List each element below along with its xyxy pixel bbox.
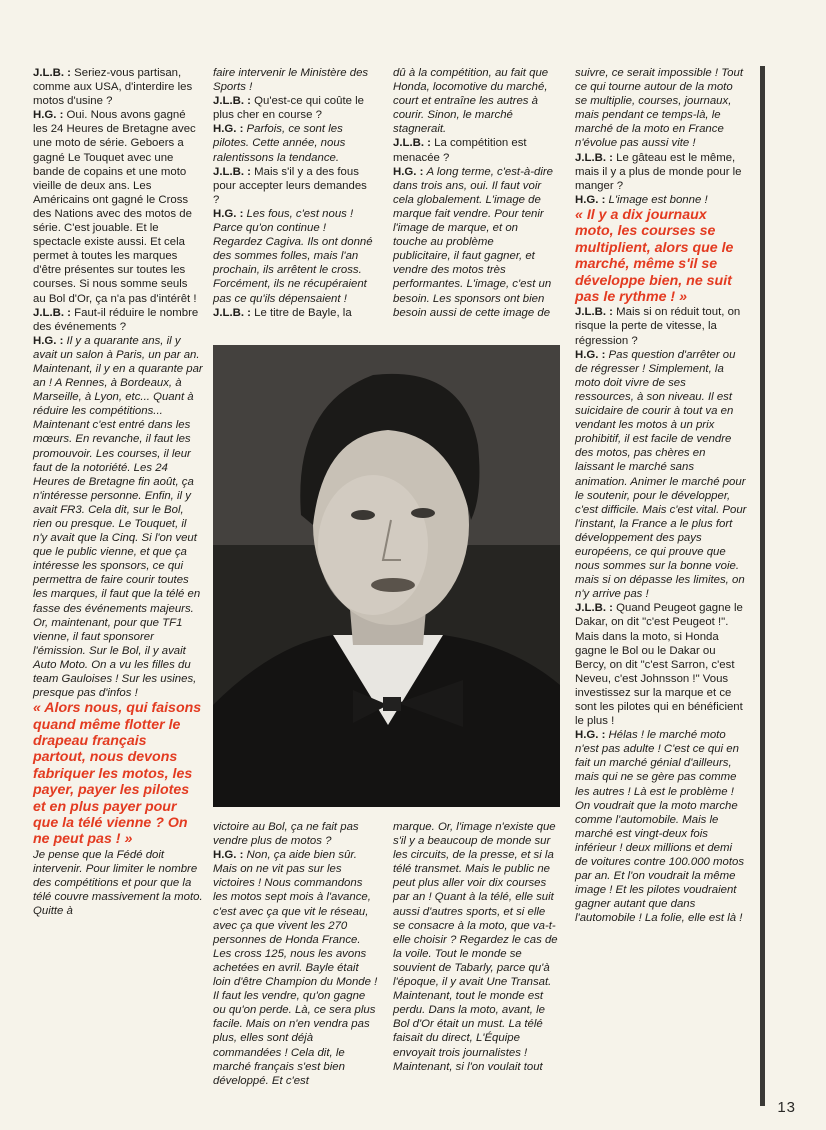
column-2 [213,66,373,320]
answer-text: Pas question d'arrêter ou de régresser ! Simplement, la moto doit vivre de ses ressources, à son niveau. Il est suicidaire de courir à tout va en vendant les motos à un prix prohibitif, il est facile de vendre des motos, pas chères en laissant le marché sans animation. Animer le marché pour le soutenir, pour le développer, c'est difficile. Mais c'est vital. Pour l'instant, la France a le plus fort développement des pays européens, ce qui prouve que nous sommes sur la bonne voie. mais si on dépasse les limites, on n'y arrive pas ! [575,348,747,601]
speaker: H.G. : [33,334,64,347]
paragraph [213,207,373,306]
speaker: J.L.B. : [213,165,251,178]
answer-text: Il y a quarante ans, il y avait un salon à Paris, un par an. Maintenant, il y en a quarante par an ! A Rennes, à Bordeaux, à Marseille, à Lyon, etc... Quant à réduire les compétitions... Maintenant c'est entré dans les mœurs. En revanche, il faut les promouvoir. Les courses, il leur faut de la notoriété. Les 24 Heures de Bretagne fin août, ça n'intéresse personne. Enfin, il y avait FR3. Cela dit, sur le Bol, rien ou presque. Le Touquet, il n'y avait que la Cinq. Si l'on veut que le public vienne, et que ça intéresse les sponsors, ce qui permettra de faire courir toutes les marques, il faut que la télé en fasse des événements majeurs. Or, maintenant, pour que TF1 vienne, il faut sponsorer l'émission. Sur le Bol, il y avait Auto Moto. On a vu les filles du team Gauloises ! Sur les usines, presque pas d'infos ! [33,334,203,700]
paragraph [575,601,747,728]
paragraph [393,165,553,320]
question-text: Qu'est-ce qui coûte le plus cher en course ? [213,95,364,122]
paragraph [575,151,747,193]
speaker: J.L.B. : [213,95,251,108]
question-text: Faut-il réduire le nombre des événements ? [33,306,199,333]
paragraph [213,306,373,320]
question-text: Mais si on réduit tout, on risque la perte de vitesse, la régression ? [575,306,741,347]
speaker: H.G. : [575,348,606,361]
pull-quote: « Alors nous, qui faisons quand même flotter le drapeau français partout, nous devons fabriquer les motos, les payer, payer les pilotes et en plus payer pour que la télé vienne ? On ne peut pas ! » [33,700,202,848]
column-3-continued [393,820,558,1074]
paragraph [33,66,203,108]
answer-text: Oui. Nous avons gagné les 24 Heures de Bretagne avec une moto de série. Geboers a gagné Le Touquet avec une bande de copains et une moto vieille de deux ans. Les Américains ont gagné le Cross des Nations avec des motos de série. C'est jouable. Et le spectacle existe aussi. Et cela permet à toutes les marques d'être présentes sur toutes les courses. Si nous somme seuls au Bol d'Or, ça n'a pas d'intérêt ! [33,109,197,305]
answer-text: Non, ça aide bien sûr. Mais on ne vit pas sur les victoires ! Nous commandons les motos sept mois à l'avance, c'est avec ça que vit le réseau, avec ça que vivent les 270 personnes de Honda France. Les cross 125, nous les avons achetées en avril. Bayle était loin d'être Champion du Monde ! Il faut les vendre, qu'on gagne ou qu'on perde. Là, ce sera plus facile. Mais on n'en vendra pas plus, elles sont déjà commandées ! Cela dit, le marché français s'est bien développé. Et c'est [213,849,378,1087]
paragraph: Je pense que la Fédé doit intervenir. Pour limiter le nombre des compétitions et pour que la télé couvre massivement la moto. Quitte à [33,848,203,918]
speaker: H.G. : [575,193,606,206]
paragraph: marque. Or, l'image n'existe que s'il y a beaucoup de monde sur les circuits, de la presse, et si la télé transmet. Mais le public ne peut plus aller voir dix courses par an ! Quant à la télé, elle suit aussi d'autres sports, et si elle se consacre à la moto, que va-t-elle choisir ? Regardez le cas de la voile. Tout le monde se souvient de Tabarly, parce qu'à l'époque, il y avait Une Transat. Maintenant, tout le monde est perdu. Dans la moto, avant, le Bol d'Or était un must. La télé faisait du direct, L'Équipe envoyait trois journalistes ! Maintenant, si l'on voulait tout [393,821,558,1073]
paragraph [33,334,203,700]
question-text: La compétition est menacée ? [393,137,527,164]
question-text: Quand Peugeot gagne le Dakar, on dit "c'est Peugeot !". Mais dans la moto, si Honda gagne le Bol ou le Dakar ou Bercy, on dit "c'est Sarron, c'est Neveu, c'est Johnsson !" Vous investissez sur la marque et ce sont les pilotes qui en bénéficient le plus ! [575,602,743,728]
answer-text: Hélas ! le marché moto n'est pas adulte ! C'est ce qui en fait un marché génial d'ailleurs, mais qui ne se gère pas comme les autres ! Là est le problème ! On voudrait que la moto marche comme l'automobile. Mais le marché est vingt-deux fois inférieur ! deux millions et demi de voitures contre 100.000 motos par an. Et l'on voudrait la même image ! Et les pilotes voudraient gagner autant que dans l'automobile ! La folie, elle est là ! [575,729,745,925]
answer-text: L'image est bonne ! [608,193,708,206]
paragraph: faire intervenir le Ministère des Sports ! [213,67,369,94]
speaker: H.G. : [213,849,244,862]
speaker: H.G. : [213,123,244,136]
answer-text: Parfois, ce sont les pilotes. Cette année, nous ralentissons la tendance. [213,123,346,164]
paragraph [213,848,378,1088]
paragraph [393,136,553,164]
speaker: H.G. : [575,729,606,742]
portrait-illustration [213,345,560,807]
right-margin-rule [760,66,765,1106]
page-number: 13 [777,1099,796,1116]
answer-text: A long terme, c'est-à-dire dans trois ans, oui. Il faut voir cela globalement. L'image de marque fait vendre. Pour tenir l'image de marque, et on touche au problème publicitaire, il faut gagner, et vendre des motos très performantes. L'image, c'est un besoin. Les sponsors ont bien besoin aussi de cette image de [393,165,554,319]
speaker: J.L.B. : [575,151,613,164]
paragraph [213,165,373,207]
speaker: J.L.B. : [213,306,251,319]
pull-quote: « Il y a dix journaux moto, les courses se multiplient, alors que le marché, même s'il se développe bien, ne suit pas le rythme ! » [575,206,734,305]
paragraph [575,193,747,207]
paragraph [213,122,373,164]
paragraph [575,348,747,602]
paragraph [575,305,747,347]
paragraph: victoire au Bol, ça ne fait pas vendre plus de motos ? [213,821,359,848]
speaker: J.L.B. : [575,306,613,319]
question-text: Le gâteau est le même, mais il y a plus de monde pour le manger ? [575,151,742,192]
column-2-continued [213,820,378,1088]
paragraph [33,306,203,334]
speaker: J.L.B. : [33,67,71,79]
answer-text: Les fous, c'est nous ! Parce qu'on continue ! Regardez Cagiva. Ils ont donné des sommes folles, mais l'an prochain, ils arrêtent le cross. Forcément, ils ne récupéraient pas ce qu'ils dépensaient ! [213,207,373,305]
speaker: J.L.B. : [393,137,431,150]
speaker: H.G. : [33,109,64,122]
paragraph [213,94,373,122]
paragraph [575,728,747,925]
column-4 [575,66,747,926]
column-1 [33,66,203,918]
paragraph: dû à la compétition, au fait que Honda, locomotive du marché, court et entraîne les autres à courir. Sinon, le marché stagnerait. [393,67,549,136]
paragraph: suivre, ce serait impossible ! Tout ce qui tourne autour de la moto se multiplie, courses, journaux, mais pendant ce temps-là, le marché de la moto en France n'évolue pas aussi vite ! [575,67,743,150]
speaker: J.L.B. : [33,306,71,319]
question-text: Le titre de Bayle, la [254,306,352,319]
paragraph [33,108,203,305]
speaker: J.L.B. : [575,602,613,615]
column-3 [393,66,553,320]
speaker: H.G. : [393,165,424,178]
portrait-photo [213,345,560,807]
speaker: H.G. : [213,207,244,220]
question-text: Mais s'il y a des fous pour accepter leurs demandes ? [213,165,367,206]
question-text: Seriez-vous partisan, comme aux USA, d'interdire les motos d'usine ? [33,67,193,108]
